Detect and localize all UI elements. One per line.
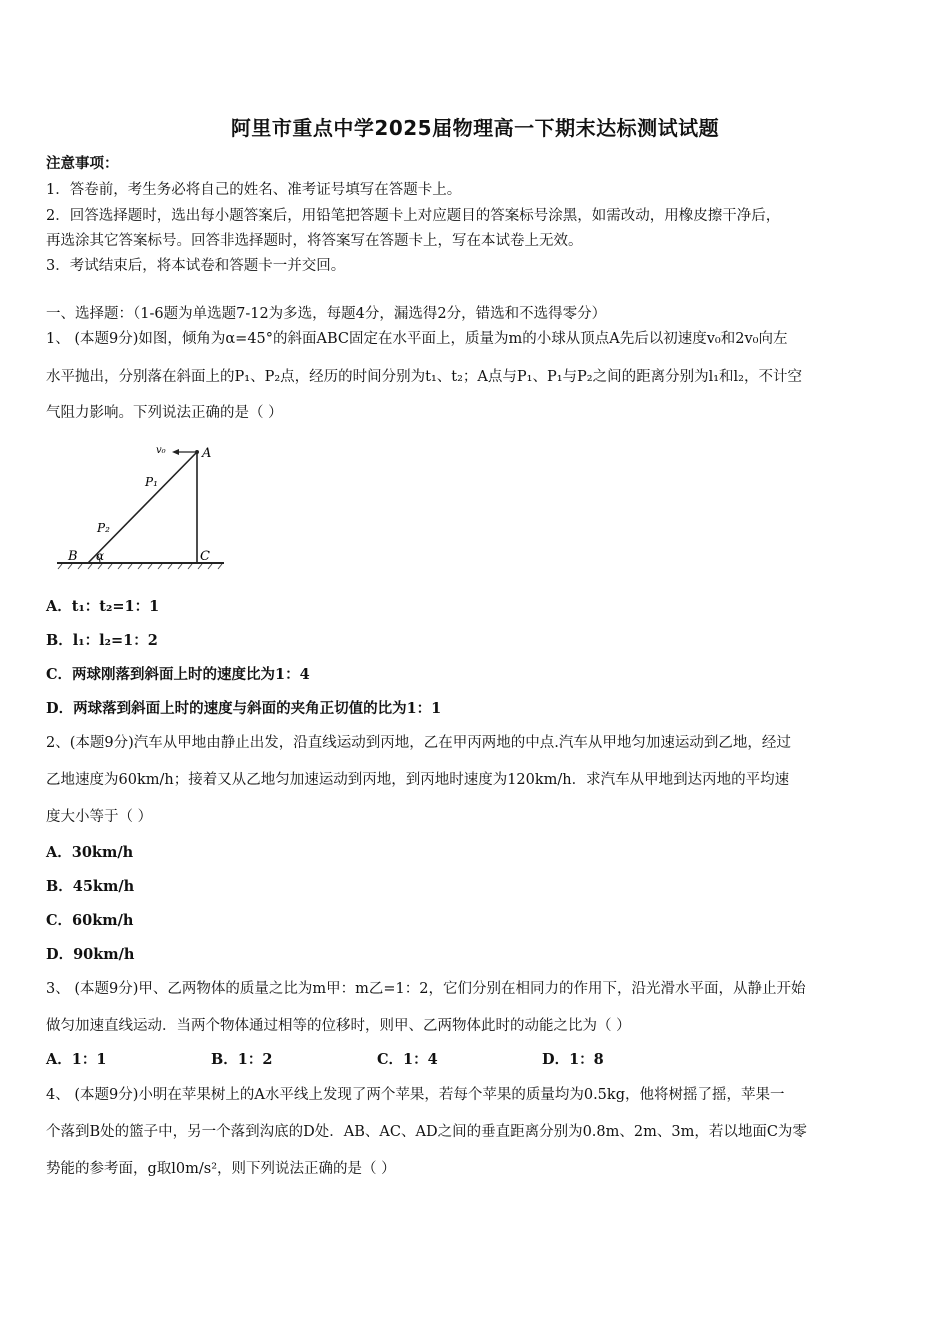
question-4-text: 个落到B处的篮子中，另一个落到沟底的D处．AB、AC、AD之间的垂直距离分别为0.8m、2m、3m，若以地面C为零 (46, 1124, 807, 1140)
label-B: B (68, 549, 78, 564)
q1-option-b: B．l₁：l₂=1：2 (46, 632, 158, 649)
q1-option-a: A．t₁：t₂=1：1 (46, 598, 160, 615)
ball (195, 450, 199, 454)
q2-option-a: A．30km/h (46, 844, 134, 861)
question-3-text: 做匀加速直线运动．当两个物体通过相等的位移时，则甲、乙两物体此时的动能之比为（ ） (46, 1018, 631, 1034)
label-v0: v₀ (156, 445, 166, 456)
question-2-text: 乙地速度为60km/h；接着又从乙地匀加速运动到丙地，到丙地时速度为120km/h．求汽车从甲地到达丙地的平均速 (46, 772, 790, 788)
q2-option-b: B．45km/h (46, 878, 135, 895)
q3-option-c: C．1：4 (377, 1051, 438, 1068)
notice-item: 2．回答选择题时，选出每小题答案后，用铅笔把答题卡上对应题目的答案标号涂黑，如需改动，用橡皮擦干净后， (46, 208, 781, 224)
notice-item: 再选涂其它答案标号。回答非选择题时，将答案写在答题卡上，写在本试卷上无效。 (46, 233, 583, 249)
question-3-text: 3、 (本题9分)甲、乙两物体的质量之比为m甲：m乙=1：2，它们分别在相同力的作用下，沿光滑水平面，从静止开始 (46, 981, 806, 997)
section-heading: 一、选择题：（1-6题为单选题7-12为多选，每题4分，漏选得2分，错选和不选得零分） (46, 306, 607, 322)
ground-hatch (58, 564, 222, 569)
question-1-text: 1、 (本题9分)如图，倾角为α=45°的斜面ABC固定在水平面上，质量为m的小球从顶点A先后以初速度v₀和2v₀向左 (46, 331, 788, 347)
q1-option-d: D．两球落到斜面上时的速度与斜面的夹角正切值的比为1：1 (46, 700, 442, 717)
label-A: A (202, 446, 212, 461)
notice-heading: 注意事项： (46, 155, 119, 172)
question-2-text: 度大小等于（ ） (46, 809, 153, 825)
q3-option-b: B．1：2 (211, 1051, 273, 1068)
question-4-text: 势能的参考面，g取l0m/s²，则下列说法正确的是（ ） (46, 1161, 396, 1177)
incline-slope (88, 452, 197, 563)
notice-item: 1．答卷前，考生务必将自己的姓名、准考证号填写在答题卡上。 (46, 182, 462, 198)
label-alpha: α (96, 549, 105, 563)
q1-option-c: C．两球刚落到斜面上时的速度比为1：4 (46, 666, 310, 683)
q2-option-d: D．90km/h (46, 946, 135, 963)
label-C: C (200, 549, 210, 564)
question-2-text: 2、(本题9分)汽车从甲地由静止出发，沿直线运动到丙地，乙在甲丙两地的中点.汽车从甲地匀加速运动到乙地，经过 (46, 735, 791, 751)
velocity-arrow-head (172, 449, 179, 455)
question-1-text: 气阻力影响。下列说法正确的是（ ） (46, 405, 283, 421)
question-4-text: 4、 (本题9分)小明在苹果树上的A水平线上发现了两个苹果，若每个苹果的质量均为0.5kg，他将树摇了摇，苹果一 (46, 1087, 785, 1103)
q3-option-d: D．1：8 (542, 1051, 604, 1068)
q2-option-c: C．60km/h (46, 912, 134, 929)
notice-item: 3．考试结束后，将本试卷和答题卡一并交回。 (46, 258, 346, 274)
label-P1: P₁ (145, 475, 158, 489)
label-P2: P₂ (97, 521, 110, 535)
page-title: 阿里市重点中学2025届物理高一下期末达标测试试题 (230, 116, 720, 140)
q3-option-a: A．1：1 (46, 1051, 107, 1068)
question-1-text: 水平抛出，分别落在斜面上的P₁、P₂点，经历的时间分别为t₁、t₂；A点与P₁、P₁与P₂之间的距离分别为l₁和l₂，不计空 (46, 369, 802, 385)
incline-figure (52, 438, 232, 573)
